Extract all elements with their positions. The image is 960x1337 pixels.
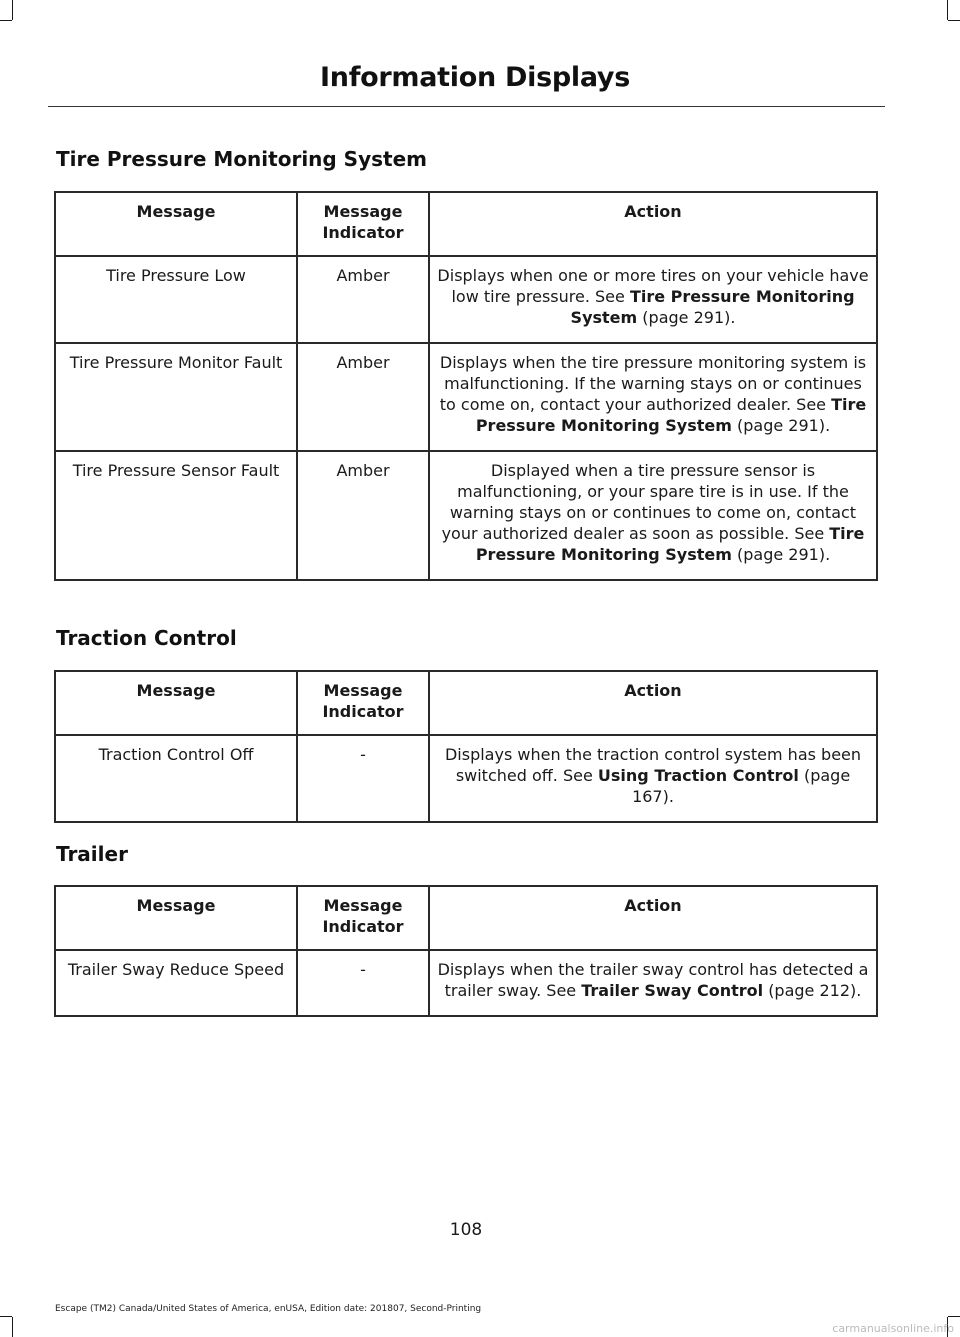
indicator-cell: Amber [297, 451, 429, 580]
action-cell [429, 950, 877, 1016]
page-reference-link[interactable]: Using Traction Control [597, 766, 799, 785]
page-reference-number: (page 167). [632, 766, 851, 806]
col-header-action: Action [429, 886, 877, 950]
action-text: Displayed when a tire pressure sensor is malfunctioning, or your spare tire is in use. If the warning stays on or continues to come on, contact your authorized dealer as soon as possible. See [441, 461, 857, 543]
crop-mark [0, 20, 12, 21]
col-header-action: Action [429, 192, 877, 256]
message-cell: Tire Pressure Monitor Fault [55, 343, 297, 451]
col-header-indicator: Message Indicator [297, 192, 429, 256]
trailer-table [54, 885, 878, 1017]
table-header-row [55, 671, 877, 735]
table-row [55, 451, 877, 580]
section-title-trailer: Trailer [56, 842, 128, 866]
page-reference-number: (page 212). [768, 981, 862, 1000]
header-rule [48, 106, 885, 107]
crop-mark [0, 1316, 12, 1317]
col-header-message: Message [55, 886, 297, 950]
message-cell: Tire Pressure Low [55, 256, 297, 343]
action-cell [429, 343, 877, 451]
message-cell: Trailer Sway Reduce Speed [55, 950, 297, 1016]
table-header-row [55, 886, 877, 950]
action-cell [429, 451, 877, 580]
table-header-row [55, 192, 877, 256]
table-row [55, 735, 877, 822]
action-text: Displays when the traction control system has been switched off. See [444, 745, 862, 785]
page-reference-link[interactable]: Tire Pressure Monitoring System [475, 524, 865, 564]
action-text: Displays when one or more tires on your vehicle have low tire pressure. See [437, 266, 869, 306]
crop-mark [947, 0, 948, 20]
col-header-message: Message [55, 671, 297, 735]
action-text: Displays when the tire pressure monitoring system is malfunctioning. If the warning stays on or continues to come on, contact your authorized dealer. See [439, 353, 867, 414]
message-cell: Tire Pressure Sensor Fault [55, 451, 297, 580]
page-reference-link[interactable]: Tire Pressure Monitoring System [475, 395, 867, 435]
crop-mark [948, 20, 960, 21]
indicator-cell: - [297, 735, 429, 822]
page-number: 108 [449, 1220, 483, 1240]
page-reference-number: (page 291). [737, 545, 831, 564]
action-text: Displays when the trailer sway control has detected a trailer sway. See [437, 960, 869, 1000]
table-row [55, 256, 877, 343]
traction-table [54, 670, 878, 823]
crop-mark [12, 0, 13, 20]
page-reference-link[interactable]: Trailer Sway Control [581, 981, 764, 1000]
table-row [55, 343, 877, 451]
section-title-tpms: Tire Pressure Monitoring System [56, 147, 427, 171]
action-cell [429, 256, 877, 343]
footer-edition-text: Escape (TM2) Canada/United States of America, enUSA, Edition date: 201807, Second-Printing [55, 1304, 482, 1314]
action-cell [429, 735, 877, 822]
page-title: Information Displays [320, 62, 630, 93]
col-header-message: Message [55, 192, 297, 256]
page-reference-link[interactable]: Tire Pressure Monitoring System [570, 287, 855, 327]
message-cell: Traction Control Off [55, 735, 297, 822]
watermark: carmanualsonline.info [832, 1322, 954, 1335]
page-reference-number: (page 291). [737, 416, 831, 435]
indicator-cell: Amber [297, 343, 429, 451]
page-reference-number: (page 291). [642, 308, 736, 327]
col-header-indicator: Message Indicator [297, 671, 429, 735]
indicator-cell: - [297, 950, 429, 1016]
col-header-action: Action [429, 671, 877, 735]
section-title-traction: Traction Control [56, 626, 237, 650]
col-header-indicator: Message Indicator [297, 886, 429, 950]
crop-mark [948, 1316, 960, 1317]
table-row [55, 950, 877, 1016]
tpms-table [54, 191, 878, 581]
indicator-cell: Amber [297, 256, 429, 343]
crop-mark [12, 1317, 13, 1337]
